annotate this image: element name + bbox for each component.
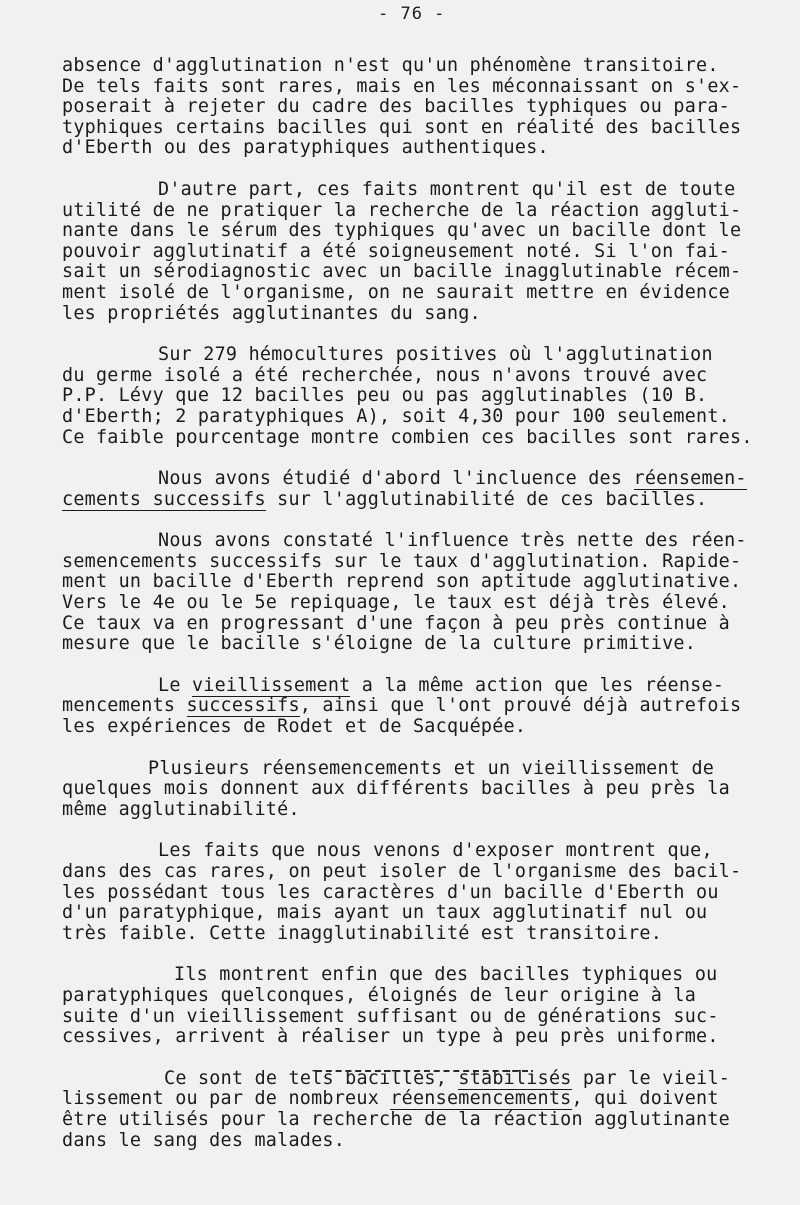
paragraph-3 [62, 345, 752, 448]
paragraph-2 [62, 180, 752, 324]
text-line: cessives, arrivent à réaliser un type à peu près uniforme. [62, 1026, 719, 1048]
text-line: d'Eberth ou des paratyphiques authentiques. [62, 137, 549, 159]
text-line: quelques mois donnent aux différents bacilles à peu près la [62, 778, 731, 800]
text-line: Les faits que nous venons d'exposer montrent que, [158, 840, 713, 862]
text-line: d'un paratyphique, mais ayant un taux agglutinatif nul ou [62, 902, 708, 924]
text-line: Vers le 4e ou le 5e repiquage, le taux est déjà très élevé. [62, 592, 731, 614]
paragraph-9 [62, 965, 752, 1047]
text-line: pouvoir agglutinatif a été soigneusement noté. Si l'on fai- [62, 240, 731, 262]
text-line: poserait à rejeter du cadre des bacilles typhiques ou para- [62, 96, 731, 118]
text-segment: Nous avons étudié d'abord l'incluence des [158, 468, 634, 490]
text-line: dans le sang des malades. [62, 1129, 346, 1151]
underlined-term: réensemencements [390, 1088, 572, 1110]
text-line: ment un bacille d'Eberth reprend son aptitude agglutinative. [62, 571, 742, 593]
text-line [62, 676, 752, 697]
text-line: être utilisés pour la recherche de la réaction agglutinante [62, 1108, 731, 1130]
text-line: les expériences de Rodet et de Sacquépée. [62, 716, 527, 738]
text-line: les propriétés agglutinantes du sang. [62, 302, 481, 324]
closing-dashed-rule [316, 1070, 528, 1072]
text-line: paratyphiques quelconques, éloignés de leur origine à la [62, 984, 697, 1006]
text-line: Plusieurs réensemencements et un vieillissement de [148, 757, 715, 779]
text-line: Nous avons constaté l'influence très nette des réen- [158, 530, 747, 552]
paragraph-7 [62, 759, 752, 821]
text-segment: mencements [62, 695, 187, 717]
text-line: absence d'agglutination n'est qu'un phénomène transitoire. [62, 55, 719, 76]
paragraph-4 [62, 469, 752, 510]
text-line: très faible. Cette inagglutinabilité est transitoire. [62, 922, 663, 944]
text-segment: lissement ou par de nombreux [62, 1088, 391, 1110]
text-line: D'autre part, ces faits montrent qu'il est de toute [158, 178, 736, 200]
text-segment: Ce sont de tels bacilles, [164, 1067, 459, 1089]
text-line: semencements successifs sur le taux d'agglutination. Rapide- [62, 550, 742, 572]
text-line: De tels faits sont rares, mais en les méconnaissant on s'ex- [62, 75, 742, 97]
text-line: nante dans le sérum des typhiques qu'avec un bacille dont le [62, 220, 742, 242]
underlined-term: cements successifs [62, 488, 266, 510]
text-line: sait un sérodiagnostic avec un bacille inagglutinable récem- [62, 261, 742, 283]
text-line: mesure que le bacille s'éloigne de la culture primitive. [62, 633, 697, 655]
text-line: Sur 279 hémocultures positives où l'agglutination [158, 344, 713, 366]
text-line: dans des cas rares, on peut isoler de l'organisme des bacil- [62, 861, 742, 882]
text-line: Ce faible pourcentage montre combien ces bacilles sont rares. [62, 426, 753, 448]
text-line: Ce taux va en progressant d'une façon à peu près continue à [62, 612, 731, 634]
text-line: utilité de ne pratiquer la recherche de la réaction aggluti- [62, 199, 742, 221]
page-number: - 76 - [378, 4, 446, 24]
text-segment: sur l'agglutinabilité de ces bacilles. [265, 488, 708, 510]
paragraph-10 [62, 1069, 752, 1151]
text-line: suite d'un vieillissement suffisant ou de générations suc- [62, 1005, 719, 1027]
text-line: les possédant tous les caractères d'un bacille d'Eberth ou [62, 881, 719, 903]
text-segment: Le [158, 674, 192, 696]
text-line [62, 469, 752, 490]
paragraph-5 [62, 531, 752, 655]
underlined-term: réensemen- [633, 468, 747, 490]
underlined-term: vieillissement [191, 674, 351, 696]
paragraph-1 [62, 56, 752, 159]
underlined-term: stabilisés [458, 1067, 572, 1089]
text-line [62, 696, 752, 717]
paragraph-6 [62, 676, 752, 738]
text-segment: a la même action que les réense- [350, 674, 725, 696]
text-segment: , qui doivent [571, 1088, 719, 1110]
text-line [62, 1089, 752, 1110]
text-line: Ils montrent enfin que des bacilles typhiques ou [174, 964, 718, 986]
text-line: d'Eberth; 2 paratyphiques A), soit 4,30 pour 100 seulement. [62, 405, 731, 427]
body-text [62, 56, 752, 1172]
text-line: typhiques certains bacilles qui sont en réalité des bacilles [62, 116, 742, 138]
text-segment: , ainsi que l'ont prouvé déjà autrefois [299, 695, 742, 717]
text-line [62, 490, 752, 511]
paragraph-8 [62, 841, 752, 944]
text-line: du germe isolé a été recherchée, nous n'avons trouvé avec [62, 364, 708, 386]
underlined-term: successifs [186, 695, 300, 717]
text-line: même agglutinabilité. [62, 798, 300, 820]
text-line: ment isolé de l'organisme, on ne saurait mettre en évidence [62, 281, 731, 303]
text-line: P.P. Lévy que 12 bacilles peu ou pas agglutinables (10 B. [62, 385, 708, 407]
text-segment: par le vieil- [571, 1067, 731, 1089]
